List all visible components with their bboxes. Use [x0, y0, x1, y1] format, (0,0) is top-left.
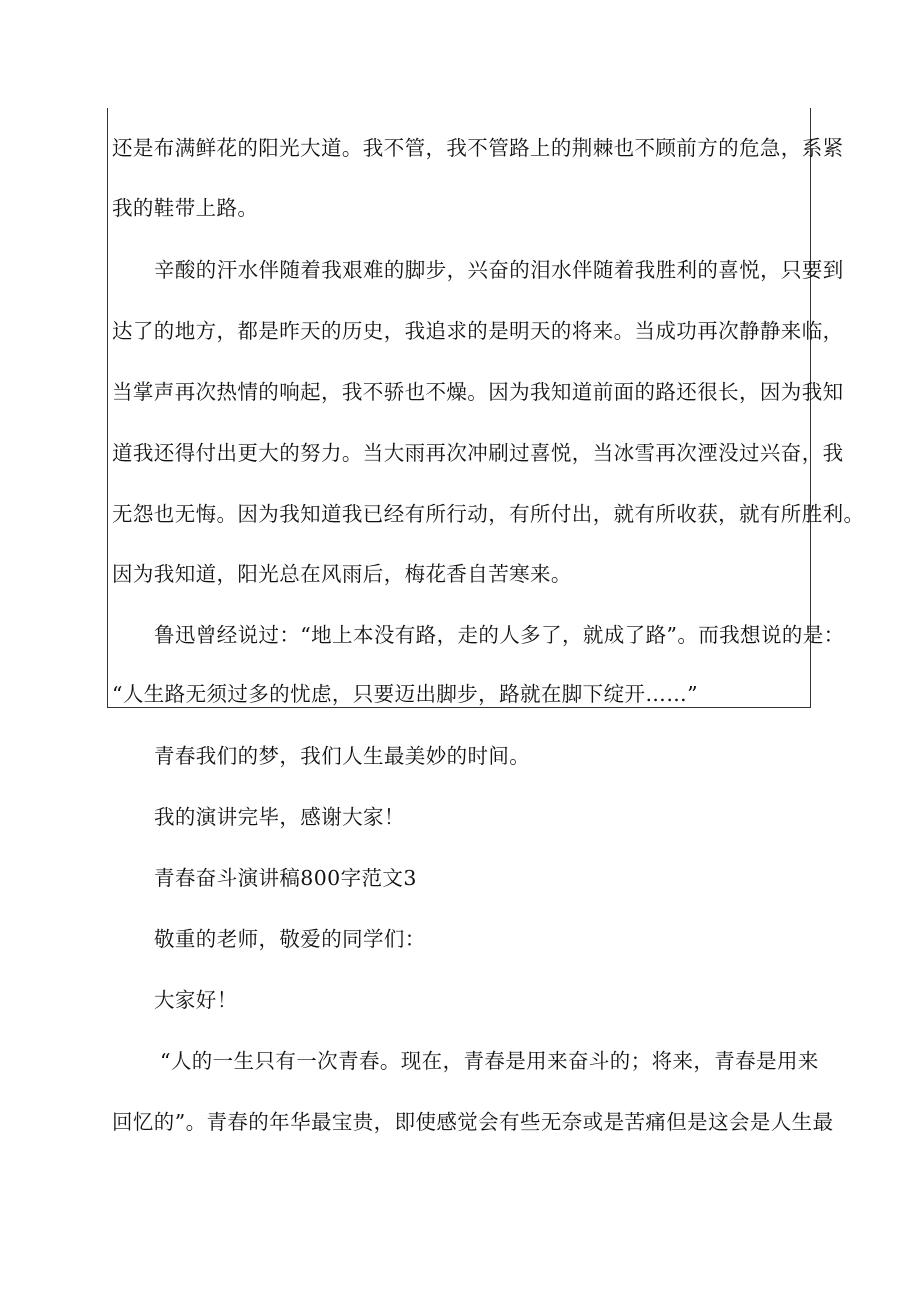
paragraph-line: 辛酸的汗水伴随着我艰难的脚步，兴奋的泪水伴随着我胜利的喜悦，只要到	[154, 258, 844, 282]
paragraph-line: 因为我知道，阳光总在风雨后，梅花香自苦寒来。	[112, 562, 572, 586]
paragraph-line: 回忆的”。青春的年华最宝贵，即使感觉会有些无奈或是苦痛但是这会是人生最	[112, 1110, 834, 1134]
paragraph-line: 我的演讲完毕，感谢大家！	[154, 805, 405, 829]
paragraph-line: 鲁迅曾经说过：“地上本没有路，走的人多了，就成了路”。而我想说的是：	[154, 623, 845, 647]
paragraph-line: 我的鞋带上路。	[112, 196, 259, 220]
paragraph-line: 当掌声再次热情的响起，我不骄也不燥。因为我知道前面的路还很长，因为我知	[112, 380, 844, 404]
section-heading: 青春奋斗演讲稿800字范文3	[154, 866, 417, 890]
paragraph-line: 达了的地方，都是昨天的历史，我追求的是明天的将来。当成功再次静静来临，	[112, 319, 844, 343]
paragraph-line: 道我还得付出更大的努力。当大雨再次冲刷过喜悦，当冰雪再次湮没过兴奋，我	[112, 441, 844, 465]
paragraph-line: 无怨也无悔。因为我知道我已经有所行动，有所付出，就有所收获，就有所胜利。	[112, 502, 865, 526]
salutation: 敬重的老师，敬爱的同学们：	[154, 927, 426, 951]
paragraph-line: “人的一生只有一次青春。现在，青春是用来奋斗的；将来，青春是用来	[160, 1049, 819, 1073]
paragraph-line: 还是布满鲜花的阳光大道。我不管，我不管路上的荆棘也不顾前方的危急，系紧	[112, 136, 844, 160]
paragraph-line: 青春我们的梦，我们人生最美妙的时间。	[154, 744, 531, 768]
greeting: 大家好！	[154, 988, 238, 1012]
paragraph-line: “人生路无须过多的忧虑，只要迈出脚步，路就在脚下绽开……”	[112, 682, 699, 706]
